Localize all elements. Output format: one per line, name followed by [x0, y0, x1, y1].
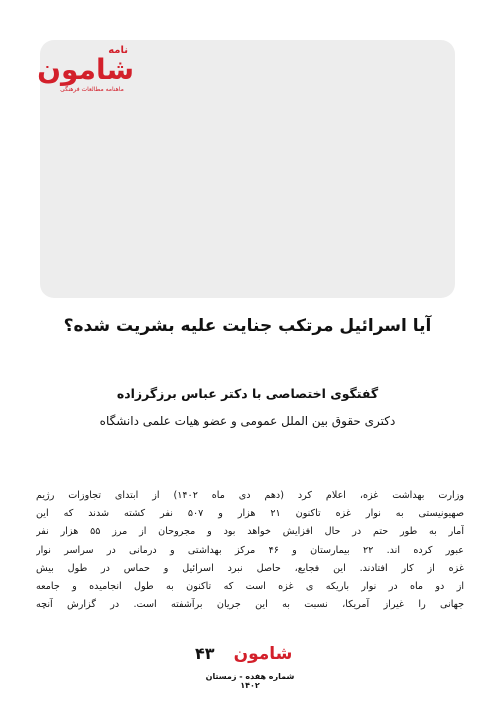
body-line: جهانی را غیراز آمریکا، نسبت به این جریان برآشفته است. در گزارش آنچه	[36, 599, 464, 611]
page-number: ۴۳	[195, 644, 215, 663]
body-line: از دو ماه در نوار باریکه ی غزه است که تاکنون به طول انجامیده و جامعه	[36, 581, 464, 593]
logo-subtitle: ماهنامه مطالعات فرهنگی	[60, 86, 124, 93]
interview-byline: گفتگوی اختصاصی با دکتر عباس برزگرزاده	[116, 386, 379, 401]
issue-info: شماره هفده - زمستان ۱۴۰۲	[205, 672, 295, 690]
logo-main-text: شامون	[37, 53, 134, 86]
magazine-logo	[37, 45, 134, 99]
body-line: صهیونیستی به نوار غزه تاکنون ۲۱ هزار و ۵۰۷ نفر کشته شدند که این	[36, 508, 464, 520]
article-body	[36, 487, 464, 614]
article-title: آیا اسرائیل مرتکب جنایت علیه بشریت شده؟	[63, 316, 432, 336]
body-line: آمار به طور حتم در حال افزایش خواهد بود و مجروحان از مرز ۵۵ هزار نفر	[36, 526, 464, 538]
body-line: عبور کرده اند. ۲۲ بیمارستان و ۴۶ مرکز بهداشتی و درمانی در سراسر نوار	[36, 544, 464, 556]
page-footer	[195, 641, 305, 691]
interviewee-position: دکتری حقوق بین الملل عمومی و عضو هیات علمی دانشگاه	[99, 414, 396, 428]
footer-logo: شامون	[233, 644, 293, 664]
body-line: غزه از کار افتادند. این فجایع، حاصل نبرد اسرائیل و حماس در طول بیش	[36, 562, 464, 574]
logo-small-text: نامه	[108, 45, 128, 56]
body-line: وزارت بهداشت غزه، اعلام کرد (دهم دی ماه ۱۴۰۲) از ابتدای تجاوزات رژیم	[36, 490, 464, 501]
